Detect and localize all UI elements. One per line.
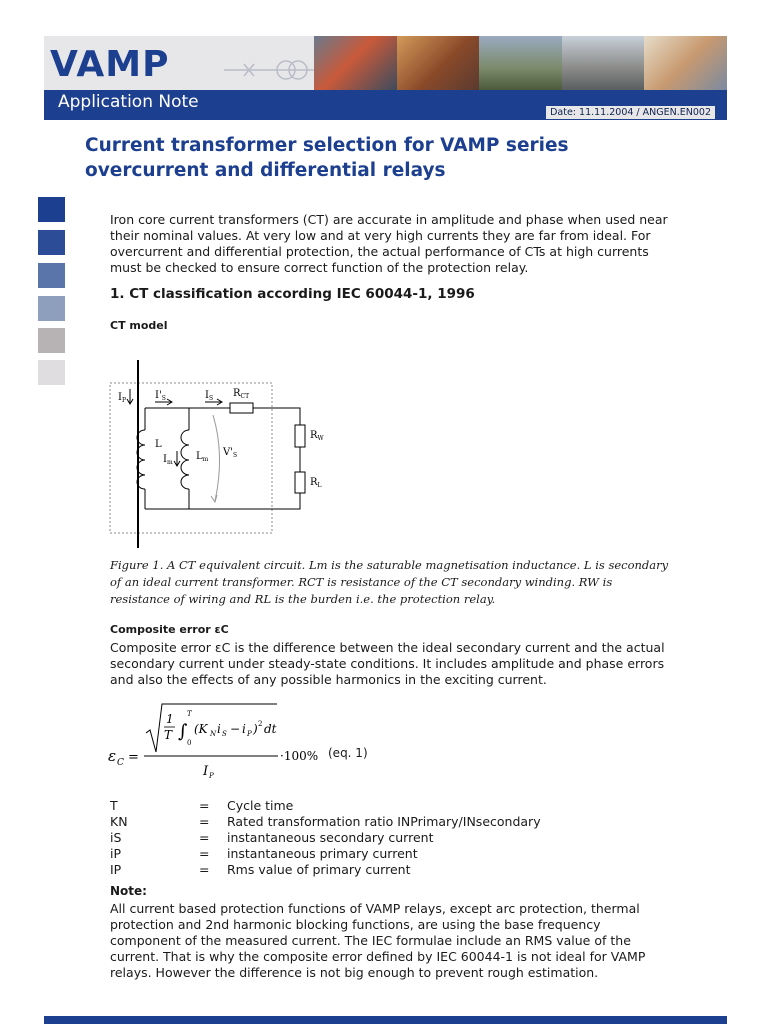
svg-text:I'S <box>155 390 166 402</box>
svg-text:Lm <box>196 451 209 463</box>
label-ip: I <box>118 392 122 403</box>
svg-text:0: 0 <box>187 739 192 747</box>
side-square-2 <box>38 230 65 255</box>
side-square-6 <box>38 360 65 385</box>
header-banner <box>44 36 727 120</box>
percent-factor: ·100% <box>280 749 319 763</box>
ct-equivalent-circuit <box>105 355 324 550</box>
label-rl-sub: L <box>317 482 322 489</box>
svg-text:P: P <box>209 772 214 780</box>
svg-text:V'S <box>222 447 237 459</box>
def-symbol: IP <box>110 862 122 877</box>
def-text: instantaneous secondary current <box>227 830 434 845</box>
svg-text:RW <box>310 430 325 442</box>
note-body: All current based protection functions of VAMP relays, except arc protection, thermal protection and 2nd harmonic blocking functions, are using the base frequency component of the measured current. The IEC formulae include an RMS value of the current. That is why the composite error defined by IEC 60044-1 is not ideal for VAMP relays. However the difference is not big enough to prevent rough estimation. <box>110 901 646 980</box>
side-square-3 <box>38 263 65 288</box>
header-photo-strip <box>314 36 727 90</box>
label-lm: L <box>196 451 203 462</box>
label-rw: R <box>310 430 318 441</box>
photo-substation <box>479 36 562 90</box>
def-symbol: iS <box>110 830 122 845</box>
side-square-5 <box>38 328 65 353</box>
svg-text:RCT <box>233 388 249 400</box>
svg-text:P: P <box>247 730 252 738</box>
photo-instrument <box>397 36 480 90</box>
svg-text:2: 2 <box>258 720 263 728</box>
def-equals: = <box>199 830 210 845</box>
svg-text:C: C <box>117 758 124 768</box>
label-im: I <box>163 454 167 465</box>
def-symbol: KN <box>110 814 128 829</box>
section-heading: 1. CT classification according IEC 60044-1, 1996 <box>110 286 475 302</box>
def-text: Rms value of primary current <box>227 862 411 877</box>
photo-workers <box>314 36 397 90</box>
label-ip-sub: P <box>121 397 126 404</box>
svg-text:∫: ∫ <box>178 721 188 742</box>
label-lm-sub: m <box>202 456 209 463</box>
def-text: Rated transformation ratio INPrimary/INsecondary <box>227 814 541 829</box>
label-rct-sub: CT <box>240 393 250 400</box>
svg-text:=: = <box>128 750 139 765</box>
def-symbol: T <box>110 798 118 813</box>
def-equals: = <box>199 798 210 813</box>
vamp-logo: VAMP <box>50 44 170 85</box>
voltage-arrow <box>213 415 220 501</box>
def-equals: = <box>199 846 210 861</box>
svg-text:T: T <box>164 728 173 742</box>
composite-error-body: Composite error εC is the difference between the ideal secondary current and the actual secondary current under steady-state conditions. It includes amplitude and phase errors and also the effects of any possible harmonics in the exciting current. <box>110 640 665 687</box>
svg-text:IS <box>205 390 213 402</box>
label-rw-sub: W <box>317 435 324 442</box>
svg-text:(K: (K <box>194 722 208 736</box>
def-text: Cycle time <box>227 798 294 813</box>
intro-paragraph: Iron core current transformers (CT) are accurate in amplitude and phase when used near their nominal values. At very low and at very high currents they are far from ideal. For overcurrent and differential protection, the actual performance of CTs at high currents must be checked to ensure correct function of the protection relay. <box>110 212 668 275</box>
label-is: I <box>205 390 209 401</box>
label-l: L <box>155 439 162 450</box>
def-equals: = <box>199 862 210 877</box>
svg-text:N: N <box>210 730 217 738</box>
svg-text:−: − <box>230 722 241 736</box>
label-im-sub: m <box>166 459 173 466</box>
svg-text:1: 1 <box>166 712 174 726</box>
date-reference: Date: 11.11.2004 / ANGEN.EN002 <box>546 106 715 119</box>
resistor-rct <box>230 403 253 413</box>
svg-text:IP <box>118 392 126 404</box>
label-is-sub: S <box>208 395 214 402</box>
composite-error-formula <box>108 703 448 783</box>
equation-label: (eq. 1) <box>328 746 368 760</box>
def-text: instantaneous primary current <box>227 846 418 861</box>
ct-model-subheading: CT model <box>110 319 168 332</box>
svg-text:T: T <box>187 710 192 718</box>
svg-text:S: S <box>222 730 227 738</box>
label-vs: V' <box>223 447 233 458</box>
footer-band <box>44 1016 727 1024</box>
label-vs-sub: S <box>232 452 238 459</box>
application-note-label: Application Note <box>58 92 199 112</box>
svg-text:ε: ε <box>108 747 117 765</box>
side-square-4 <box>38 296 65 321</box>
svg-text:I: I <box>203 764 209 779</box>
photo-engineer <box>644 36 727 90</box>
label-rct: R <box>233 388 241 399</box>
resistor-rl <box>295 472 305 493</box>
svg-text:RL <box>310 477 322 489</box>
svg-text:Im <box>163 454 173 466</box>
svg-text:L <box>155 439 162 450</box>
label-is-prime: I' <box>155 390 162 401</box>
def-equals: = <box>199 814 210 829</box>
svg-text:i: i <box>217 722 221 736</box>
composite-error-heading: Composite error εC <box>110 623 229 636</box>
inductor-lm <box>181 430 189 489</box>
side-square-1 <box>38 197 65 222</box>
note-heading: Note: <box>110 884 147 898</box>
svg-text:i: i <box>242 722 246 736</box>
svg-text:dt: dt <box>264 722 277 736</box>
label-is-prime-sub: S <box>161 395 166 402</box>
resistor-rw <box>295 425 305 447</box>
figure-caption: Figure 1. A CT equivalent circuit. Lm is the saturable magnetisation inductance. L is secondary of an ideal current transformer. RCT is resistance of the CT secondary winding. RW is resistance of wiring and RL is the burden i.e. the protection relay. <box>110 558 669 606</box>
def-symbol: iP <box>110 846 122 861</box>
photo-plant <box>562 36 645 90</box>
svg-text:): ) <box>253 722 258 736</box>
label-rl: R <box>310 477 318 488</box>
document-title: Current transformer selection for VAMP series overcurrent and differential relays <box>85 135 569 181</box>
